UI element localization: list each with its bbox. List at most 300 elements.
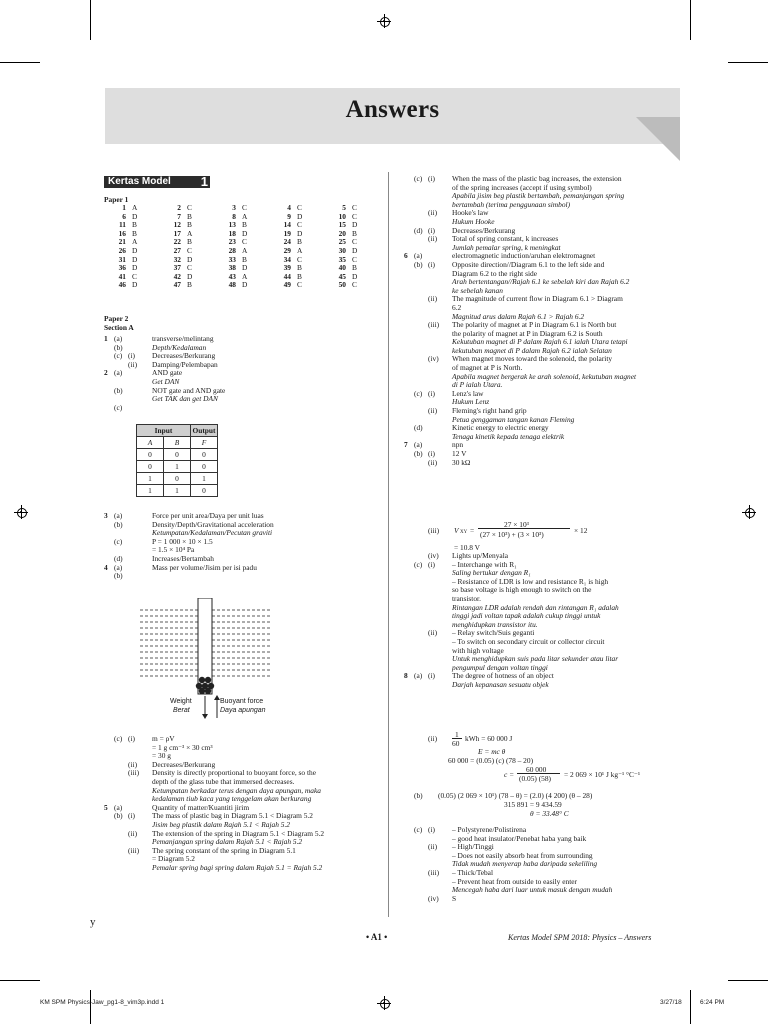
part-label: (c) <box>414 174 423 183</box>
answer-text: kedalaman tiub kaca yang tenggelam akan berkurang <box>152 794 312 804</box>
answer-letter: B <box>132 228 137 238</box>
truth-table-output-header: Output <box>192 426 216 435</box>
answers-right-block <box>404 552 680 690</box>
answer-text: Apabila magnet bergerak ke arah solenoid, kekutuban magnet <box>452 371 637 381</box>
question-number: 29 <box>283 245 291 255</box>
answer-text: Opposite direction//Diagram 6.1 to the left side and <box>452 259 605 269</box>
subpart-label: (i) <box>428 559 435 569</box>
answer-letter: B <box>187 211 192 221</box>
answer-text: Hukum Lenz <box>452 397 490 407</box>
banner-fold <box>636 117 680 161</box>
answer-text: = 30 g <box>152 751 171 761</box>
answer-line <box>404 450 680 459</box>
answer-line <box>404 552 680 561</box>
q8b-line2: 315 891 = 9 434.59 <box>504 800 562 809</box>
answer-line <box>404 373 680 382</box>
question-number: 27 <box>173 245 181 255</box>
truth-table-cell: 1 <box>164 485 191 497</box>
answer-text: Get TAK dan get DAN <box>152 394 218 404</box>
answer-letter: D <box>132 211 138 221</box>
subpart-label: (i) <box>428 388 435 398</box>
answer-letter: D <box>352 220 358 230</box>
answer-line <box>404 459 680 468</box>
question-number: 5 <box>342 203 346 212</box>
registration-mark-icon <box>742 505 756 519</box>
answer-letter: D <box>242 263 248 273</box>
answer-text: NOT gate and AND gate <box>152 385 226 395</box>
trim-mark <box>690 990 691 1024</box>
paper1-answer <box>324 281 379 290</box>
q8b-line1: (0.05) (2 069 × 10¹) (78 – θ) = (2.0) (4 200) (θ – 28) <box>438 791 593 800</box>
answer-line <box>404 381 680 390</box>
answer-text: Lenz's law <box>452 388 484 398</box>
answer-text: – Polystyrene/Polistirena <box>452 825 527 834</box>
part-label: (c) <box>114 734 123 743</box>
answers-left-block <box>104 735 384 873</box>
part-label: (c) <box>414 825 423 834</box>
answer-letter: C <box>352 254 357 264</box>
answer-line <box>404 390 680 399</box>
part-label: (c) <box>114 402 123 412</box>
subpart-label: (ii) <box>428 842 438 852</box>
truth-table-cell: 1 <box>137 473 164 485</box>
answer-letter: B <box>297 271 302 281</box>
answer-line <box>104 572 384 581</box>
answer-line <box>404 441 680 450</box>
subpart-label: (i) <box>428 449 435 458</box>
registration-mark-icon <box>14 505 28 519</box>
answer-line <box>404 201 680 210</box>
answer-text: with high voltage <box>452 645 504 655</box>
question-number: 22 <box>173 237 181 247</box>
answer-line <box>404 209 680 218</box>
answer-line <box>104 864 384 873</box>
answer-text: Rintangan LDR adalah rendah dan rintangan R₁ adalah <box>452 602 619 612</box>
subpart-label: (iv) <box>428 893 439 903</box>
part-label: (a) <box>114 511 123 520</box>
question-number: 2 <box>177 203 181 212</box>
answer-line <box>104 847 384 856</box>
answer-text: Pemalar spring bagi spring dalam Rajah 5.1 = Rajah 5.2 <box>152 862 323 872</box>
answer-letter: A <box>242 271 248 281</box>
q8-kwh-text: kWh = 60 000 J <box>465 734 513 743</box>
section-label <box>104 176 210 188</box>
truth-table-cell: 1 <box>164 461 191 473</box>
voltage-eq-numerator: 27 × 10³ <box>504 520 529 529</box>
question-number: 50 <box>338 280 346 290</box>
answer-line <box>104 361 384 370</box>
answer-line <box>104 387 384 396</box>
question-number: 44 <box>283 271 291 281</box>
paper1-row <box>104 281 379 290</box>
subpart-label: (ii) <box>128 759 138 769</box>
answer-letter: A <box>132 237 138 247</box>
answer-letter: B <box>297 263 302 273</box>
registration-mark-icon <box>377 14 391 28</box>
q8-c-num: 60 000 <box>526 765 547 774</box>
answer-letter: B <box>352 228 357 238</box>
question-number: 8 <box>232 211 236 221</box>
subpart-label: (ii) <box>428 208 438 218</box>
buoyant-label: Buoyant force <box>220 698 264 705</box>
question-number: 48 <box>228 280 236 290</box>
part-label: (b) <box>114 811 123 821</box>
subpart-label: (ii) <box>428 406 438 416</box>
answer-text: npn <box>452 440 464 450</box>
answer-text: Tenaga kinetik kepada tenaga elektrik <box>452 431 565 441</box>
question-number: 7 <box>177 211 181 221</box>
answer-text: electromagnetic induction/aruhan elektromagnet <box>452 251 596 261</box>
answer-text: Lights up/Menyala <box>452 551 509 560</box>
question-number: 3 <box>232 203 236 212</box>
answer-letter: D <box>187 271 193 281</box>
question-number: 43 <box>228 271 236 281</box>
answer-line <box>404 355 680 364</box>
part-label: (a) <box>114 368 123 378</box>
answer-line <box>104 546 384 555</box>
answer-letter: B <box>242 220 247 230</box>
answer-text: – Does not easily absorb heat from surrounding <box>452 850 593 860</box>
truth-table-cell: 1 <box>191 473 218 485</box>
answer-line <box>404 835 680 844</box>
answer-line <box>404 295 680 304</box>
question-number: 23 <box>228 237 236 247</box>
part-label: (d) <box>114 553 123 563</box>
q8b-line3: θ = 33.48° C <box>530 809 569 818</box>
answer-line <box>404 638 680 647</box>
subpart-label: (iv) <box>428 354 439 364</box>
answer-text: Pemanjangan spring dalam Rajah 5.1 < Rajah 5.2 <box>152 837 303 847</box>
answer-text: Hukum Hooke <box>452 216 495 226</box>
answer-text: Mass per volume/Jisim per isi padu <box>152 562 257 572</box>
answer-line <box>104 395 384 404</box>
answer-line <box>104 404 384 413</box>
question-number: 38 <box>228 263 236 273</box>
q8-c-den: (0.05) (58) <box>519 774 552 783</box>
part-label: (b) <box>114 385 123 395</box>
slug-date: 3/27/18 <box>660 999 682 1006</box>
part-label: (a) <box>114 802 123 812</box>
answer-letter: C <box>352 237 357 247</box>
truth-table-cell: 0 <box>137 449 164 461</box>
subpart-label: (iv) <box>428 551 439 560</box>
answer-letter: D <box>132 254 138 264</box>
question-number: 17 <box>173 228 181 238</box>
question-number: 12 <box>173 220 181 230</box>
answer-letter: A <box>187 228 193 238</box>
answer-line <box>404 586 680 595</box>
q8-kwh-den: 60 <box>452 739 460 748</box>
voltage-eq-sub: XY <box>460 530 468 535</box>
answer-line <box>404 218 680 227</box>
answer-text: – High/Tinggi <box>452 842 494 852</box>
answer-text: AND gate <box>152 368 183 378</box>
question-number: 18 <box>228 228 236 238</box>
answer-text: The mass of plastic bag in Diagram 5.1 < Diagram 5.2 <box>152 811 313 821</box>
part-label: (c) <box>414 559 423 569</box>
answer-text: Untuk menghidupkan suis pada litar sekunder atau litar <box>452 654 619 664</box>
answer-text: Quantity of matter/Kuantiti jirim <box>152 802 250 812</box>
question-number: 32 <box>173 254 181 264</box>
answer-text: di P ialah Utara. <box>452 380 503 390</box>
answer-text: – Resistance of LDR is low and resistance R₁ is high <box>452 576 609 586</box>
question-number: 30 <box>338 245 346 255</box>
answer-text: Decreases/Berkurang <box>152 759 216 769</box>
answer-text: Ketumpatan berkadar terus dengan daya apungan, maka <box>152 785 321 795</box>
subpart-label: (ii) <box>128 828 138 838</box>
answer-text: The extension of the spring in Diagram 5.1 < Diagram 5.2 <box>152 828 325 838</box>
answer-letter: C <box>297 220 302 230</box>
answer-letter: B <box>187 280 192 290</box>
subpart-label: (ii) <box>128 359 138 369</box>
question-number: 7 <box>404 440 408 450</box>
subpart-label: (iii) <box>128 845 140 855</box>
question-number: 5 <box>104 802 108 812</box>
answer-text: so base voltage is high enough to switch on the <box>452 585 592 595</box>
answer-text: the polarity of magnet at P in Diagram 6.2 is South <box>452 328 603 338</box>
answer-line <box>404 621 680 630</box>
answer-line <box>104 352 384 361</box>
question-number: 10 <box>338 211 346 221</box>
question-number: 13 <box>228 220 236 230</box>
answer-text: – good heat insulator/Penebat haba yang baik <box>452 833 587 843</box>
answer-line <box>404 398 680 407</box>
answer-line <box>404 895 680 904</box>
part-label: (a) <box>114 334 123 343</box>
answer-letter: A <box>242 245 248 255</box>
answer-letter: D <box>187 254 193 264</box>
answer-text: Diagram 6.2 to the right side <box>452 268 537 278</box>
answer-text: – Interchange with R₁ <box>452 559 517 569</box>
weight-label-ms: Berat <box>173 707 190 714</box>
subpart-label: (i) <box>128 351 135 361</box>
answer-text: The magnitude of current flow in Diagram 6.1 > Diagram <box>452 294 623 304</box>
answer-letter: B <box>187 220 192 230</box>
answer-text: depth of the glass tube that immersed decreases. <box>152 776 295 786</box>
subpart-label: (i) <box>428 225 435 235</box>
answer-text: – Prevent heat from outside to easily enter <box>452 876 577 886</box>
answer-text: 6.2 <box>452 302 462 312</box>
answer-letter: C <box>132 271 137 281</box>
answer-letter: B <box>187 237 192 247</box>
answer-text: Increases/Bertambah <box>152 553 214 563</box>
truth-table-cell: 0 <box>164 473 191 485</box>
registration-mark-icon <box>377 996 391 1010</box>
question-number: 11 <box>119 220 126 230</box>
question-number: 2 <box>104 368 108 378</box>
answer-text: Kekutuban magnet di P dalam Rajah 6.1 ialah Utara tetapi <box>452 337 628 347</box>
answer-letter: C <box>187 203 192 212</box>
voltage-equation: (iii) V XY = 27 × 10³ (27 × 10³) + (3 × 10³) × 12 <box>428 520 588 539</box>
answer-text: Apabila jisim beg plastik bertambah, pemanjangan spring <box>452 191 625 201</box>
trim-mark <box>90 990 91 1024</box>
answer-line <box>104 378 384 387</box>
subpart-label: (iii) <box>128 768 140 778</box>
answer-text: kekutuban magnet di P dalam Rajah 6.2 ialah Selatan <box>452 345 612 355</box>
answer-text: Tidak mudah menyerap haba daripada sekeliling <box>452 859 598 869</box>
part-label: (a) <box>414 440 423 450</box>
page-title: Answers <box>345 96 440 123</box>
answer-letter: C <box>352 211 357 221</box>
answer-text: Petua genggaman tangan kanan Fleming <box>452 414 575 424</box>
voltage-eq-result: = 10.8 V <box>454 543 481 552</box>
answer-line <box>104 564 384 573</box>
answer-text: Decreases/Berkurang <box>152 351 216 361</box>
part-label: (a) <box>114 562 123 572</box>
truth-table <box>136 424 218 497</box>
answer-letter: B <box>297 237 302 247</box>
answer-line <box>104 369 384 378</box>
question-number: 8 <box>404 671 408 681</box>
paper1-answer <box>104 281 159 290</box>
answer-text: Total of spring constant, k increases <box>452 234 559 244</box>
answer-text: 30 kΩ <box>452 457 471 467</box>
answer-line <box>404 860 680 869</box>
subpart-label: (i) <box>428 671 435 681</box>
q8-c-result: = 2 069 × 10¹ J kg⁻¹ °C⁻¹ <box>564 770 641 779</box>
part-label: (d) <box>414 225 423 235</box>
trim-mark <box>0 980 40 981</box>
question-number: 36 <box>118 263 126 273</box>
part-label: (b) <box>114 342 123 352</box>
section-a-heading: Section A <box>104 323 134 332</box>
answer-text: When the mass of the plastic bag increases, the extension <box>452 174 622 183</box>
answer-line <box>404 681 680 690</box>
answer-text: 12 V <box>452 449 467 458</box>
buoyancy-diagram <box>140 598 290 728</box>
subpart-label: (i) <box>428 825 435 834</box>
answer-text: Kinetic energy to electric energy <box>452 423 549 433</box>
trim-mark <box>90 0 91 40</box>
q8-eq1: E = mc θ <box>478 747 506 756</box>
truth-table-col: A <box>137 437 164 449</box>
truth-table-cell: 0 <box>191 449 218 461</box>
q8-part-label: (ii) <box>428 734 438 743</box>
answer-text: Arah bertentangan//Rajah 6.1 ke sebelah kiri dan Rajah 6.2 <box>452 277 630 287</box>
answer-text: Decreases/Berkurang <box>452 225 516 235</box>
paper1-answer <box>269 281 324 290</box>
answer-line <box>404 886 680 895</box>
answer-text: Jumlah pemalar spring, k meningkat <box>452 242 561 252</box>
question-number: 49 <box>283 280 291 290</box>
paper1-answer <box>214 281 269 290</box>
page-number: • A1 • <box>366 932 388 942</box>
question-number: 28 <box>228 245 236 255</box>
trim-mark <box>728 980 768 981</box>
question-number: 4 <box>104 562 108 572</box>
answer-letter: C <box>187 245 192 255</box>
answer-letter: C <box>297 254 302 264</box>
answer-text: The spring constant of the spring in Diagram 5.1 <box>152 845 296 855</box>
subpart-label: (iii) <box>428 320 440 330</box>
question-number: 35 <box>338 254 346 264</box>
question-number: 14 <box>283 220 291 230</box>
answer-letter: C <box>242 203 247 212</box>
part-label: (b) <box>414 259 423 269</box>
subpart-label: (i) <box>128 811 135 821</box>
question-number: 1 <box>122 203 126 212</box>
voltage-eq-lhs: V <box>454 526 459 535</box>
subpart-label: (ii) <box>428 294 438 304</box>
answer-text: Damping/Pelembapan <box>152 359 218 369</box>
question-number: 6 <box>404 251 408 261</box>
column-divider <box>388 172 389 917</box>
question-number: 6 <box>122 211 126 221</box>
question-number: 31 <box>118 254 126 264</box>
weight-label: Weight <box>170 698 192 705</box>
answer-line <box>404 433 680 442</box>
answer-text: Jisim beg plastik dalam Rajah 5.1 < Rajah 5.2 <box>152 819 291 829</box>
part-label: (b) <box>114 519 123 529</box>
answer-text: Magnitud arus dalam Rajah 6.1 > Rajah 6.2 <box>452 311 585 321</box>
answer-letter: D <box>297 211 303 221</box>
answer-text: Density/Depth/Gravitational acceleration <box>152 519 274 529</box>
answers-right-block <box>404 826 680 903</box>
answer-line <box>104 344 384 353</box>
answer-letter: A <box>242 211 248 221</box>
part-label: (b) <box>414 449 423 458</box>
subpart-label: (i) <box>128 734 135 743</box>
answer-letter: C <box>187 263 192 273</box>
answer-line <box>404 561 680 570</box>
answer-text: Mencegah haba dari luar untuk masuk dengan mudah <box>452 885 613 895</box>
question-number: 37 <box>173 263 181 273</box>
subpart-label: (i) <box>428 174 435 183</box>
truth-table-col: B <box>164 437 191 449</box>
question-number: 4 <box>287 203 291 212</box>
truth-table-input-header: Input <box>137 425 191 437</box>
trim-mark <box>0 62 40 63</box>
book-title-footer: Kertas Model SPM 2018: Physics – Answers <box>508 933 652 942</box>
paper1-answer-grid <box>104 204 379 290</box>
answer-text: – To switch on secondary circuit or collector circuit <box>452 636 605 646</box>
answer-letter: C <box>352 280 357 290</box>
answer-text: = 1.5 × 10⁴ Pa <box>152 545 195 555</box>
answer-text: transverse/melintang <box>152 334 214 343</box>
q8b-label: (b) <box>414 791 423 800</box>
buoyant-label-ms: Daya apungan <box>220 707 266 714</box>
answer-letter: B <box>352 263 357 273</box>
answer-line <box>104 744 384 753</box>
answer-line <box>104 752 384 761</box>
answer-letter: D <box>242 280 248 290</box>
answers-left-block <box>104 335 384 412</box>
answer-text: Darjah kepanasan sesuatu objek <box>452 679 549 689</box>
answer-text: Density is directly proportional to buoyant force, so the <box>152 768 316 778</box>
answer-letter: C <box>297 203 302 212</box>
voltage-eq-label: (iii) <box>428 526 440 535</box>
trim-mark <box>690 0 691 40</box>
question-number: 26 <box>118 245 126 255</box>
question-number: 16 <box>118 228 126 238</box>
title-banner <box>105 88 680 144</box>
q8-eq2: 60 000 = (0.05) (c) (78 – 20) <box>448 756 534 765</box>
answer-text: The polarity of magnet at P in Diagram 6.1 is North but <box>452 320 617 330</box>
answer-text: Depth/Kedalaman <box>152 342 207 352</box>
question-number: 15 <box>338 220 346 230</box>
section-label-text: Kertas Model <box>108 176 171 187</box>
question-number: 40 <box>338 263 346 273</box>
question-number: 41 <box>118 271 126 281</box>
q8-kwh-num: 1 <box>455 730 459 739</box>
trim-mark <box>728 62 768 63</box>
answer-letter: C <box>352 203 357 212</box>
answer-letter: B <box>242 254 247 264</box>
question-number: 47 <box>173 280 181 290</box>
answer-letter: A <box>132 203 138 212</box>
answer-letter: D <box>242 228 248 238</box>
paper2-heading: Paper 2 <box>104 314 129 323</box>
